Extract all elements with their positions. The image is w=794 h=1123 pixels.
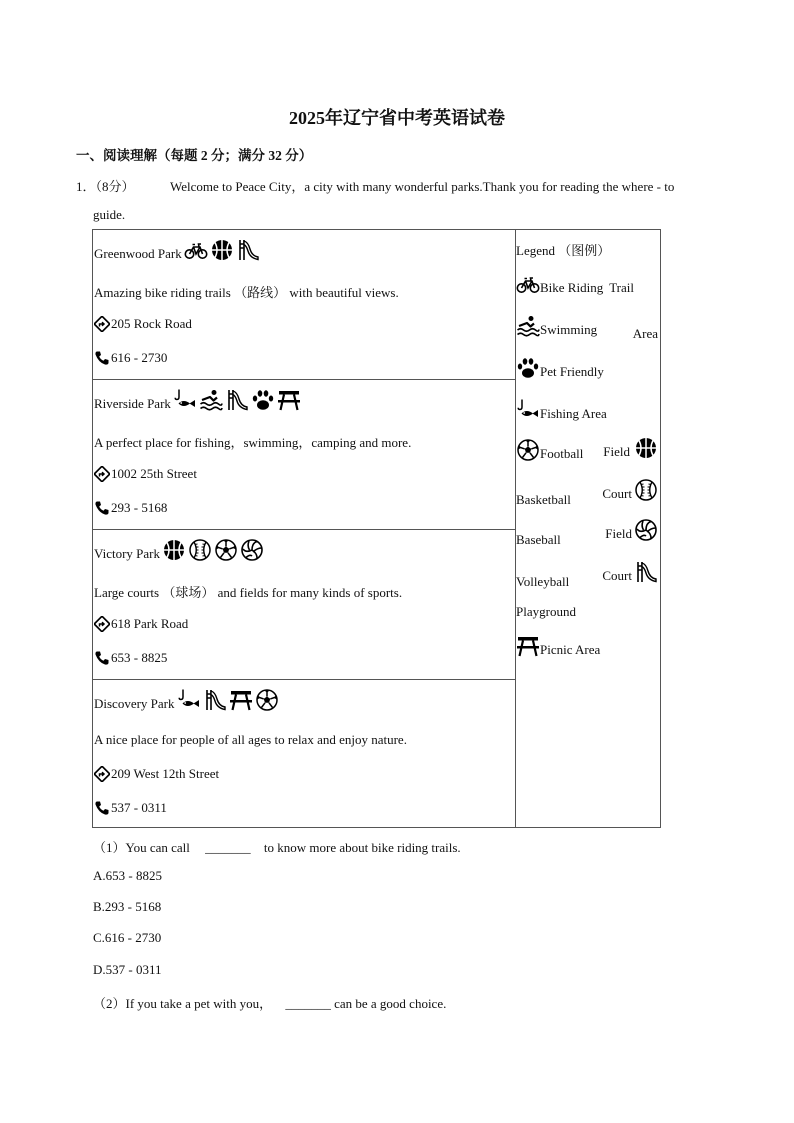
option-d[interactable]: D.537 - 0311 xyxy=(93,962,162,977)
subquestion-text: to know more about bike riding trails. xyxy=(263,840,461,855)
road-sign-icon xyxy=(94,616,110,632)
park-phone xyxy=(94,800,167,816)
park-description: A perfect place for fishing，swimming，camping and more. xyxy=(94,435,412,450)
park-address xyxy=(94,466,197,482)
legend-basketball-row xyxy=(603,436,658,460)
phone-icon xyxy=(94,350,110,366)
legend-label: Volleyball xyxy=(516,574,570,589)
bike-icon xyxy=(516,272,540,296)
option-b[interactable]: B.293 - 5168 xyxy=(93,899,162,914)
park-phone xyxy=(94,500,167,516)
paw-icon xyxy=(251,388,275,412)
legend-fishing xyxy=(516,398,607,422)
legend-label: Pet Friendly xyxy=(540,364,604,379)
park-card-victory xyxy=(93,530,515,680)
swimming-icon xyxy=(199,388,223,412)
subquestion-2 xyxy=(93,993,446,1012)
legend-swimming xyxy=(516,314,597,338)
fishing-icon xyxy=(177,688,201,712)
picnic-icon xyxy=(229,688,253,712)
phone-icon xyxy=(94,650,110,666)
football-icon xyxy=(214,538,238,562)
legend-label: Area xyxy=(632,326,658,341)
park-phone-text: 616 - 2730 xyxy=(111,350,168,365)
swimming-icon xyxy=(516,314,540,338)
legend-title: Legend （图例） xyxy=(516,243,611,258)
park-name: Greenwood Park xyxy=(94,246,182,261)
basketball-icon xyxy=(634,436,658,460)
subquestion-number: （2） xyxy=(93,996,126,1011)
parks-table xyxy=(92,229,516,828)
park-name-row xyxy=(94,688,279,712)
playground-icon xyxy=(203,688,227,712)
section-heading: 一、阅读理解（每题 2 分；满分 32 分） xyxy=(76,148,313,163)
option-c[interactable]: C.616 - 2730 xyxy=(93,930,162,945)
fishing-icon xyxy=(516,398,540,422)
park-address xyxy=(94,316,192,332)
park-phone xyxy=(94,650,167,666)
park-card-riverside xyxy=(93,380,515,530)
legend-football xyxy=(516,438,583,462)
volleyball-icon xyxy=(634,518,658,542)
answer-blank[interactable]: _______ xyxy=(285,996,331,1011)
football-icon xyxy=(255,688,279,712)
legend-label: Field xyxy=(603,444,630,459)
road-sign-icon xyxy=(94,466,110,482)
park-address-text: 618 Park Road xyxy=(111,616,189,631)
road-sign-icon xyxy=(94,766,110,782)
legend-label: Basketball xyxy=(516,492,571,507)
park-description: Amazing bike riding trails （路线） with beautiful views. xyxy=(94,285,399,300)
park-address-text: 205 Rock Road xyxy=(111,316,192,331)
subquestion-1 xyxy=(93,837,461,856)
park-phone-text: 653 - 8825 xyxy=(111,650,168,665)
legend-picnic xyxy=(516,634,600,658)
park-name: Victory Park xyxy=(94,546,161,561)
legend-label: Playground xyxy=(516,604,576,619)
park-name-row xyxy=(94,388,301,412)
park-name-row xyxy=(94,238,260,262)
picnic-icon xyxy=(277,388,301,412)
question-number: 1．（8分） xyxy=(76,179,135,194)
legend-label: Fishing Area xyxy=(540,406,607,421)
park-address xyxy=(94,616,188,632)
phone-icon xyxy=(94,500,110,516)
question-intro: Welcome to Peace City，a city with many wonderful parks.Thank you for reading the where - to xyxy=(170,179,675,194)
phone-icon xyxy=(94,800,110,816)
picnic-icon xyxy=(516,634,540,658)
answer-blank[interactable]: _______ xyxy=(205,840,251,855)
road-sign-icon xyxy=(94,316,110,332)
legend-volleyball-row xyxy=(605,518,658,542)
playground-icon xyxy=(634,560,658,584)
playground-icon xyxy=(236,238,260,262)
park-card-greenwood xyxy=(93,230,515,380)
park-phone-text: 293 - 5168 xyxy=(111,500,168,515)
park-phone-text: 537 - 0311 xyxy=(111,800,167,815)
bike-icon xyxy=(184,238,208,262)
legend-label: Football xyxy=(540,446,584,461)
legend-panel xyxy=(515,229,661,828)
legend-label: Swimming xyxy=(540,322,598,337)
park-phone xyxy=(94,350,167,366)
legend-label: Bike Riding xyxy=(540,280,604,295)
playground-icon xyxy=(225,388,249,412)
fishing-icon xyxy=(173,388,197,412)
park-description: A nice place for people of all ages to relax and enjoy nature. xyxy=(94,732,407,747)
subquestion-text: You can call xyxy=(125,840,190,855)
legend-label: Court xyxy=(602,486,632,501)
basketball-icon xyxy=(162,538,186,562)
legend-label: Field xyxy=(605,526,632,541)
park-name-row xyxy=(94,538,264,562)
park-name: Discovery Park xyxy=(94,696,175,711)
legend-playground-row xyxy=(602,560,658,584)
park-address xyxy=(94,766,219,782)
page-title: 2025年辽宁省中考英语试卷 xyxy=(289,108,505,128)
legend-label: Trail xyxy=(609,280,635,295)
legend-label: Baseball xyxy=(516,532,561,547)
legend-baseball-row xyxy=(602,478,658,502)
volleyball-icon xyxy=(240,538,264,562)
park-description: Large courts （球场） and fields for many kinds of sports. xyxy=(94,585,403,600)
baseball-icon xyxy=(634,478,658,502)
legend-pet xyxy=(516,356,604,380)
subquestion-text: If you take a pet with you， xyxy=(125,996,273,1011)
question-intro-cont: guide. xyxy=(93,207,126,222)
legend-label: Picnic Area xyxy=(540,642,601,657)
park-address-text: 1002 25th Street xyxy=(111,466,197,481)
subquestion-text: can be a good choice. xyxy=(334,996,447,1011)
baseball-icon xyxy=(188,538,212,562)
legend-label: Court xyxy=(602,568,632,583)
park-card-discovery xyxy=(93,680,515,829)
football-icon xyxy=(516,438,540,462)
subquestion-number: （1） xyxy=(93,840,126,855)
park-name: Riverside Park xyxy=(94,396,171,411)
paw-icon xyxy=(516,356,540,380)
park-address-text: 209 West 12th Street xyxy=(111,766,220,781)
legend-bike xyxy=(516,272,634,296)
option-a[interactable]: A.653 - 8825 xyxy=(93,868,162,883)
football-icon xyxy=(210,238,234,262)
